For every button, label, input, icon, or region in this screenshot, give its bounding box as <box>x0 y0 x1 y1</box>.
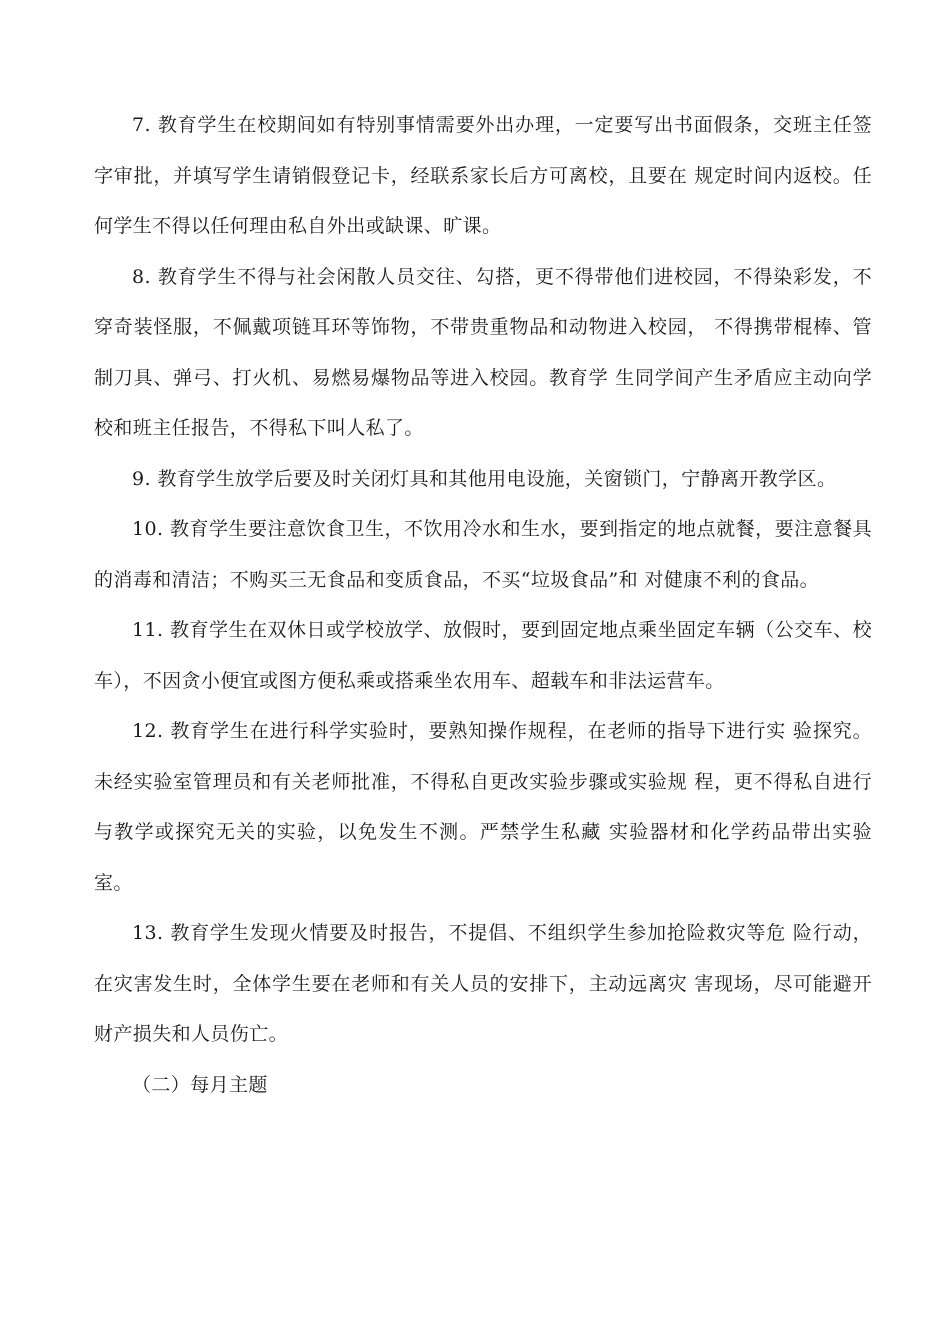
paragraph-item-10: 10. 教育学生要注意饮食卫生，不饮用冷水和生水，要到指定的地点就餐，要注意餐具的消毒和清洁；不购买三无食品和变质食品，不买“垃圾食品”和 对健康不利的食品。 <box>94 518 872 591</box>
paragraph-item-12: 12. 教育学生在进行科学实验时，要熟知操作规程，在老师的指导下进行实 验探究。未经实验室管理员和有关老师批准，不得私自更改实验步骤或实验规 程，更不得私自进行与教学或探究无关的实验，以免发生不测。严禁学生私藏 实验器材和化学药品带出实验室。 <box>94 720 872 894</box>
paragraph-item-9: 9. 教育学生放学后要及时关闭灯具和其他用电设施，关窗锁门，宁静离开教学区。 <box>132 467 837 490</box>
paragraph-item-8: 8. 教育学生不得与社会闲散人员交往、勾搭，更不得带他们进校园，不得染彩发，不穿奇装怪服，不佩戴项链耳环等饰物，不带贵重物品和动物进入校园， 不得携带棍棒、管制刀具、弹弓、打火机、易燃易爆物品等进入校园。教育学 生同学间产生矛盾应主动向学校和班主任报告，不得私下叫人私了。 <box>94 265 872 439</box>
paragraph-item-13: 13. 教育学生发现火情要及时报告，不提倡、不组织学生参加抢险救灾等危 险行动，在灾害发生时，全体学生要在老师和有关人员的安排下，主动远离灾 害现场，尽可能避开财产损失和人员伤亡。 <box>94 922 872 1045</box>
paragraph-item-7: 7. 教育学生在校期间如有特别事情需要外出办理，一定要写出书面假条，交班主任签字审批，并填写学生请销假登记卡，经联系家长后方可离校，且要在 规定时间内返校。任何学生不得以任何理由私自外出或缺课、旷课。 <box>94 114 872 237</box>
document-page <box>94 100 872 1129</box>
section-heading: （二）每月主题 <box>132 1073 268 1096</box>
paragraph-item-11: 11. 教育学生在双休日或学校放学、放假时，要到固定地点乘坐固定车辆（公交车、校车），不因贪小便宜或图方便私乘或搭乘坐农用车、超载车和非法运营车。 <box>94 619 872 692</box>
